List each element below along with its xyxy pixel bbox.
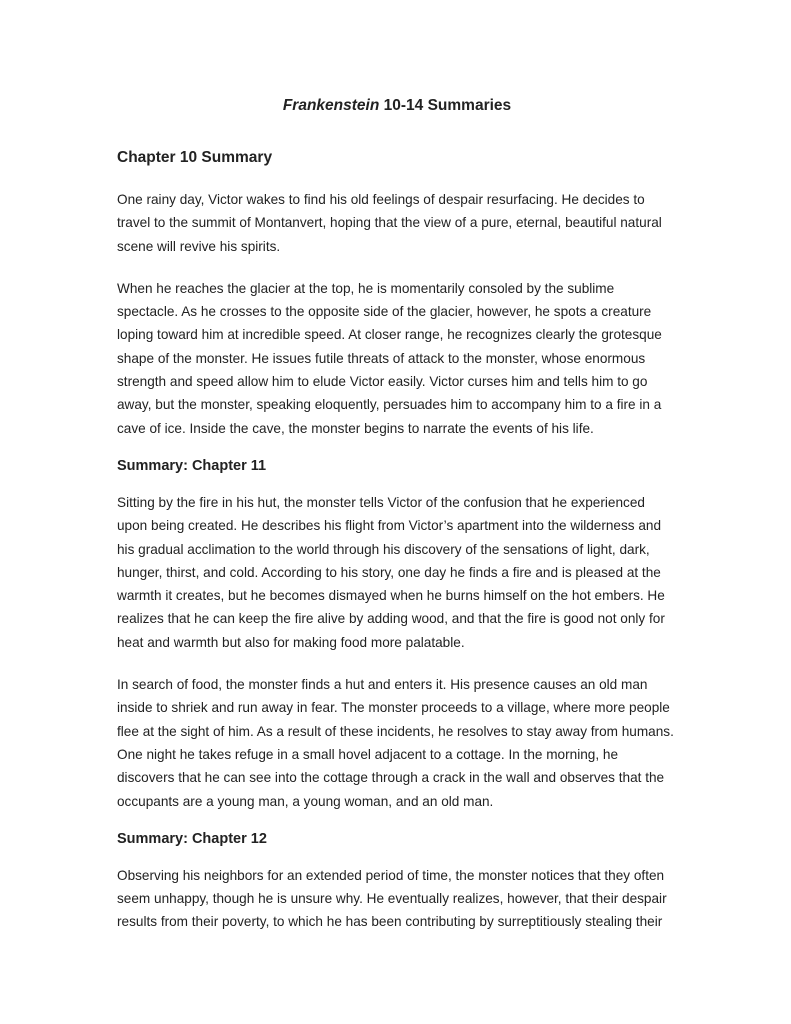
chapter-11-paragraph-2: In search of food, the monster finds a hut and enters it. His presence causes an old man inside to shriek and run away in fear. The monster proceeds to a village, where more people flee at the sight of him. As a result of these incidents, he resolves to stay away from humans. One night he takes refuge in a small hovel adjacent to a cottage. In the morning, he discovers that he can see into the cottage through a crack in the wall and observes that the occupants are a young man, a young woman, and an old man. bbox=[117, 677, 674, 809]
title-rest: 10-14 Summaries bbox=[379, 97, 512, 114]
document-page bbox=[117, 94, 677, 953]
chapter-10-paragraph-1: One rainy day, Victor wakes to find his old feelings of despair resurfacing. He decides to travel to the summit of Montanvert, hoping that the view of a pure, eternal, beautiful natural scene will revive his spirits. bbox=[117, 192, 662, 254]
chapter-11-heading: Summary: Chapter 11 bbox=[117, 457, 267, 474]
chapter-12-heading: Summary: Chapter 12 bbox=[117, 830, 267, 847]
chapter-10-heading: Chapter 10 Summary bbox=[117, 149, 273, 166]
title-italic: Frankenstein bbox=[282, 97, 380, 114]
chapter-11-paragraph-1: Sitting by the fire in his hut, the monster tells Victor of the confusion that he experienced upon being created. He describes his flight from Victor’s apartment into the wilderness and his gradual acclimation to the world through his discovery of the sensations of light, dark, hunger, thirst, and cold. According to his story, one day he finds a fire and is pleased at the warmth it creates, but he becomes dismayed when he burns himself on the hot embers. He realizes that he can keep the fire alive by adding wood, and that the fire is good not only for heat and warmth but also for making food more palatable. bbox=[117, 494, 665, 650]
chapter-12-paragraph-1: Observing his neighbors for an extended period of time, the monster notices that they often seem unhappy, though he is unsure why. He eventually realizes, however, that their despair results from their poverty, to which he has been contributing by surreptitiously stealing their bbox=[117, 867, 667, 930]
chapter-10-paragraph-2: When he reaches the glacier at the top, he is momentarily consoled by the sublime spectacle. As he crosses to the opposite side of the glacier, however, he spots a creature loping toward him at incredible speed. At closer range, he recognizes clearly the grotesque shape of the monster. He issues futile threats of attack to the monster, whose enormous strength and speed allow him to elude Victor easily. Victor curses him and tells him to go away, but the monster, speaking eloquently, persuades him to accompany him to a fire in a cave of ice. Inside the cave, the monster begins to narrate the events of his life. bbox=[117, 280, 662, 436]
document-title bbox=[117, 94, 677, 118]
